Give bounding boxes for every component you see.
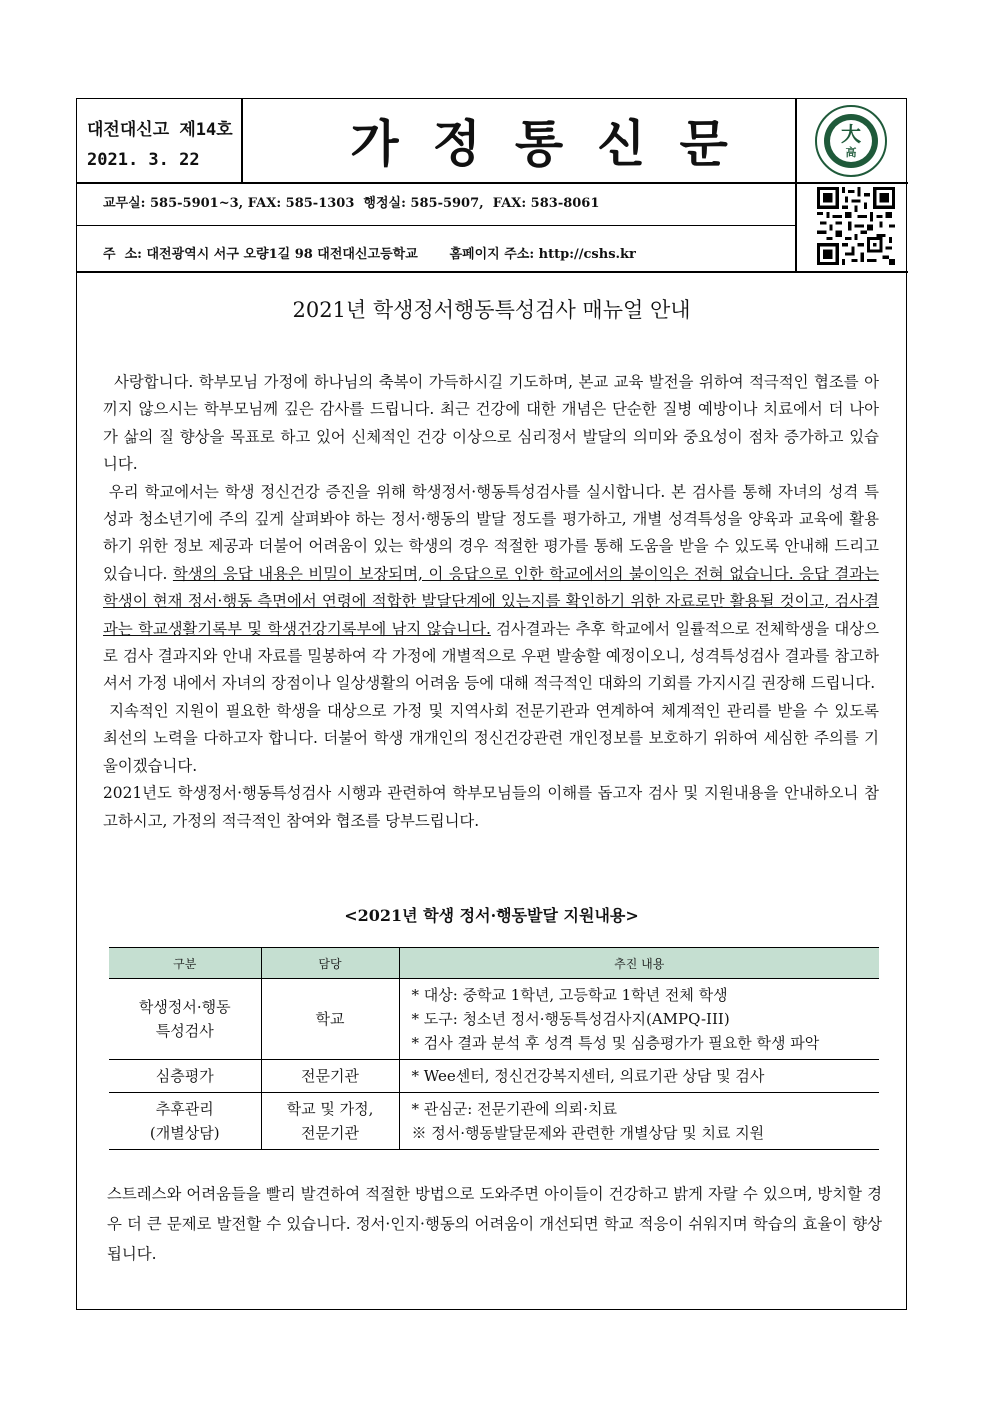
details-cell	[399, 1060, 879, 1093]
newsletter-title: 가정통신문	[350, 115, 762, 173]
address-info: 주 소: 대전광역시 서구 오량1길 98 대전대신고등학교 홈페이지 주소: http://cshs.kr	[103, 247, 636, 262]
category-line: 학생정서·행동	[138, 998, 231, 1016]
divider	[241, 99, 243, 183]
table-row	[109, 1093, 879, 1150]
newsletter-frame	[76, 98, 907, 1310]
qr-code-icon[interactable]	[817, 187, 895, 265]
category-line: 심층평가	[155, 1067, 214, 1085]
paragraph-text: 우리 학교에서는 학생 정신건강 증진을 위해 학생정서·행동특성검사를 실시합니다. 본 검사를 통해 자녀의 성격 특성과 청소년기에 주의 깊게 살펴봐야 하는 정서·행동의 발달 정도를 평가하고, 개별 성격특성을 양육과 교육에 활용하기 위한 정보 제공과 더불어 어려움이 있는 학생의 경우 적절한 평가를 통해 도움을 받을 수 있도록 안내해 드리고 있습니다.	[103, 482, 879, 583]
paragraph-text: 지속적인 지원이 필요한 학생을 대상으로 가정 및 지역사회 전문기관과 연계하여 체계적인 관리를 받을 수 있도록 최선의 노력을 다하고자 합니다. 더불어 학생 개개인의 정신건강관련 개인정보를 보호하기 위하여 세심한 주의를 기울이겠습니다.	[103, 701, 879, 775]
underlined-notice: 학생의 응답 내용은 비밀이 보장되며, 이 응답으로 인한 학교에서의 불이익은 전혀 없습니다. 응답 결과는 학생이 현재 정서·행동 측면에서 연령에 적합한 발달단계에 있는지를 확인하기 위한 자료로만 활용될 것이고, 검사결과는 학교생활기록부 및 학생건강기록부에 남지 않습니다.	[103, 564, 880, 638]
table-header-row	[109, 948, 879, 979]
table-row	[109, 1060, 879, 1093]
details-cell	[399, 1093, 879, 1150]
owner-cell	[261, 979, 399, 1060]
divider	[77, 225, 795, 226]
issue-info	[87, 115, 233, 175]
category-cell	[109, 1093, 261, 1150]
divider	[795, 99, 797, 271]
header	[77, 99, 906, 285]
divider	[77, 271, 908, 273]
owner-line: 학교 및 가정,	[286, 1100, 374, 1118]
paragraph	[103, 780, 879, 835]
category-line: 추후관리	[155, 1100, 214, 1118]
paragraph-text: 사랑합니다. 학부모님 가정에 하나님의 축복이 가득하시길 기도하며, 본교 교육 발전을 위하여 적극적인 협조를 아끼지 않으시는 학부모님께 깊은 감사를 드립니다. 최근 건강에 대한 개념은 단순한 질병 예방이나 치료에서 더 나아가 삶의 질 향상을 목표로 하고 있어 신체적인 건강 이상으로 심리정서 발달의 의미와 중요성이 점차 증가하고 있습니다.	[103, 373, 879, 474]
contact-info: 교무실: 585-5901~3, FAX: 585-1303 행정실: 585-5907, FAX: 583-8061	[103, 196, 600, 211]
category-line: (개별상담)	[149, 1124, 220, 1142]
detail-line: ※ 정서·행동발달문제와 관련한 개별상담 및 치료 지원	[411, 1124, 765, 1142]
closing-paragraph: 스트레스와 어려움들을 빨리 발견하여 적절한 방법으로 도와주면 아이들이 건강하고 밝게 자랄 수 있으며, 방치할 경우 더 큰 문제로 발전할 수 있습니다. 정서·인지·행동의 어려움이 개선되면 학교 적응이 쉬워지며 학습의 효율이 향상됩니다.	[107, 1185, 882, 1263]
detail-line: * 도구: 청소년 정서·행동특성검사지(AMPQ-III)	[411, 1010, 730, 1028]
paragraph-text: 검사결과는 추후 학교에서 일률적으로 전체학생을 대상으로 검사 결과지와 안내 자료를 밀봉하여 각 가정에 개별적으로 우편 발송할 예정이오니, 성격특성검사 결과를 참고하셔서 가정 내에서 자녀의 장점이나 일상생활의 어려움 등에 대해 적극적인 대화의 기회를 가지시길 권장해 드립니다.	[103, 619, 880, 693]
detail-line: * 검사 결과 분석 후 성격 특성 및 심층평가가 필요한 학생 파악	[411, 1034, 820, 1052]
document-body	[103, 369, 879, 835]
table-title: <2021년 학생 정서·행동발달 지원내용>	[344, 906, 639, 925]
owner-cell	[261, 1060, 399, 1093]
owner-line: 학교	[315, 1010, 345, 1028]
issue-date: 2021. 3. 22	[87, 150, 200, 170]
category-cell	[109, 1060, 261, 1093]
detail-line: * Wee센터, 정신건강복지센터, 의료기관 상담 및 검사	[411, 1067, 765, 1085]
column-header: 추진 내용	[399, 948, 879, 979]
issue-number: 대전대신고 제14호	[87, 120, 233, 140]
paragraph	[103, 479, 879, 698]
column-header: 담당	[261, 948, 399, 979]
document-title: 2021년 학생정서행동특성검사 매뉴얼 안내	[292, 298, 691, 322]
detail-line: * 관심군: 전문기관에 의뢰·치료	[411, 1100, 618, 1118]
paragraph	[103, 698, 879, 780]
school-logo-icon	[814, 104, 888, 178]
logo-subtext: 高	[845, 146, 857, 159]
support-table	[109, 947, 879, 1150]
logo-text: 大	[841, 122, 861, 146]
category-cell	[109, 979, 261, 1060]
column-header: 구분	[109, 948, 261, 979]
owner-line: 전문기관	[301, 1067, 359, 1085]
detail-line: * 대상: 중학교 1학년, 고등학교 1학년 전체 학생	[411, 986, 728, 1004]
paragraph-text: 2021년도 학생정서·행동특성검사 시행과 관련하여 학부모님들의 이해를 돕고자 검사 및 지원내용을 안내하오니 참고하시고, 가정의 적극적인 참여와 협조를 당부드립니다.	[103, 784, 879, 830]
details-cell	[399, 979, 879, 1060]
owner-cell	[261, 1093, 399, 1150]
paragraph	[103, 369, 879, 479]
category-line: 특성검사	[155, 1022, 214, 1040]
divider	[77, 182, 908, 184]
table-row	[109, 979, 879, 1060]
owner-line: 전문기관	[301, 1124, 359, 1142]
